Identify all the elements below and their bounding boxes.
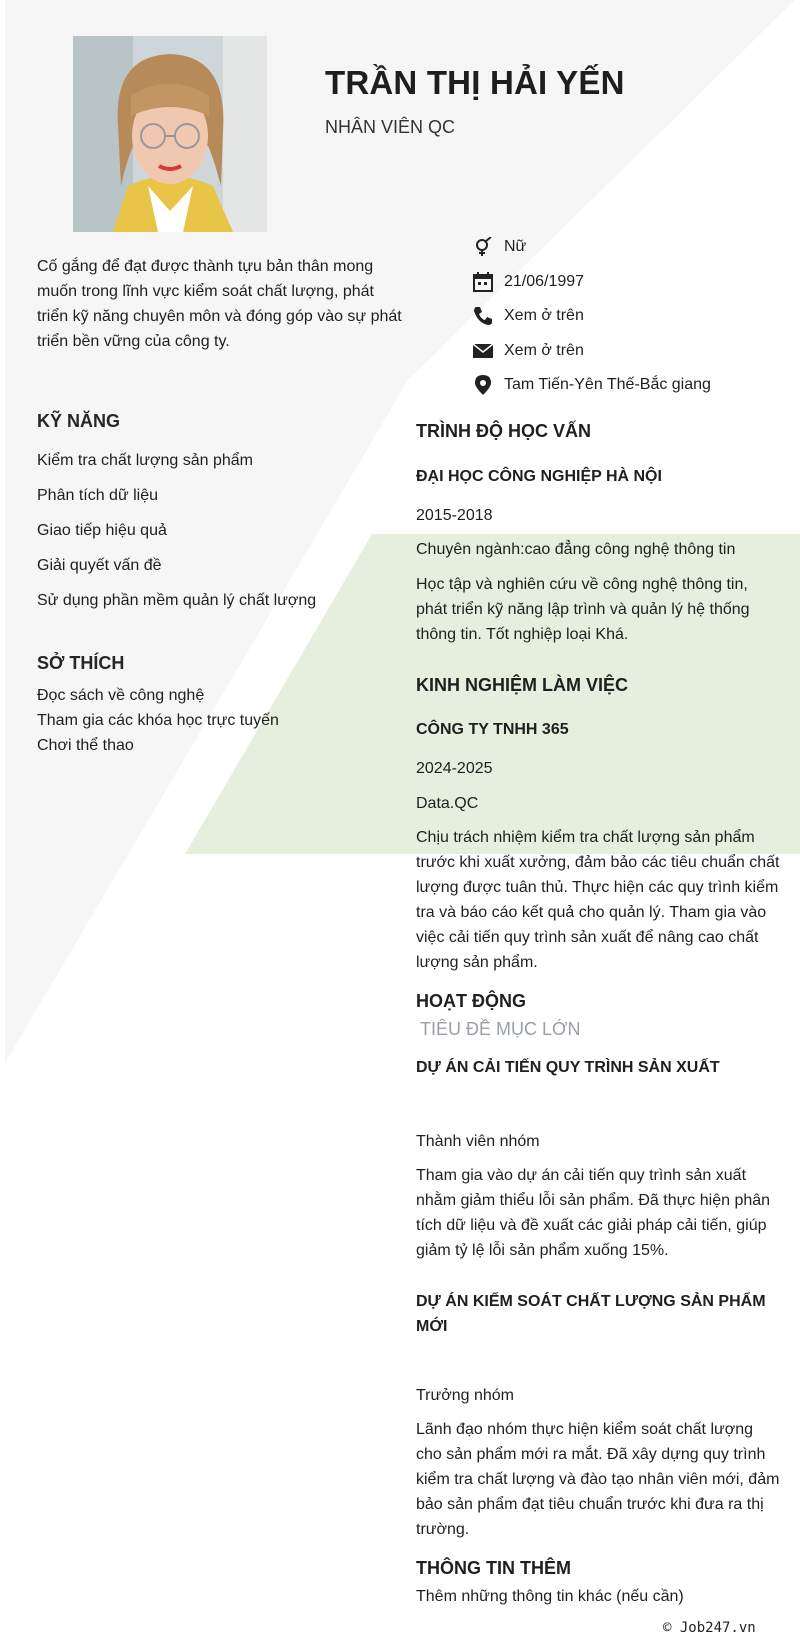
education-heading: TRÌNH ĐỘ HỌC VẤN	[416, 421, 591, 441]
gender-value: Nữ	[504, 238, 527, 256]
phone-value: Xem ở trên	[504, 307, 584, 325]
address-value: Tam Tiến-Yên Thế-Bắc giang	[504, 376, 711, 394]
experience-company: CÔNG TY TNHH 365	[416, 721, 569, 738]
activity-role: Thành viên nhóm	[416, 1133, 540, 1150]
activities-placeholder: TIÊU ĐỀ MỤC LỚN	[420, 1019, 581, 1039]
hobbies-list	[37, 687, 367, 762]
activity-description: Tham gia vào dự án cải tiến quy trình sản xuất nhằm giảm thiểu lỗi sản phẩm. Đã thực hiện phân tích dữ liệu và đề xuất các giải pháp cải tiến, giúp giảm tỷ lệ lỗi sản phẩm xuống 15%.	[416, 1167, 771, 1259]
skills-heading: KỸ NĂNG	[37, 411, 121, 431]
skill-item: Giải quyết vấn đề	[37, 557, 162, 574]
calendar-icon	[472, 271, 494, 293]
education-years: 2015-2018	[416, 507, 493, 524]
contact-phone	[472, 299, 792, 334]
profile-photo	[73, 36, 267, 232]
contact-gender	[472, 230, 792, 265]
hobby-item: Tham gia các khóa học trực tuyến	[37, 712, 279, 729]
activities-heading: HOẠT ĐỘNG	[416, 991, 526, 1011]
footer-watermark: © Job247.vn	[663, 1620, 756, 1636]
additional-heading: THÔNG TIN THÊM	[416, 1558, 571, 1578]
contact-dob	[472, 265, 792, 300]
gender-icon	[472, 236, 494, 258]
education-school: ĐẠI HỌC CÔNG NGHIỆP HÀ NỘI	[416, 468, 662, 485]
phone-icon	[472, 305, 494, 327]
contact-email	[472, 334, 792, 369]
activity-description: Lãnh đạo nhóm thực hiện kiểm soát chất lượng cho sản phẩm mới ra mắt. Đã xây dựng quy trình kiểm tra chất lượng và đào tạo nhân viên mới, đảm bảo sản phẩm đạt tiêu chuẩn trước khi đưa ra thị trường.	[416, 1421, 780, 1538]
hobby-item: Chơi thể thao	[37, 737, 134, 754]
experience-years: 2024-2025	[416, 760, 493, 777]
email-value: Xem ở trên	[504, 341, 584, 359]
hobbies-heading: SỞ THÍCH	[37, 653, 125, 673]
skills-list	[37, 452, 367, 627]
additional-text: Thêm những thông tin khác (nếu cần)	[416, 1588, 684, 1605]
candidate-name: TRẦN THỊ HẢI YẾN	[325, 64, 625, 101]
skill-item: Giao tiếp hiệu quả	[37, 522, 167, 539]
hobby-item: Đọc sách về công nghệ	[37, 687, 205, 704]
career-objective: Cố gắng để đạt được thành tựu bản thân mong muốn trong lĩnh vực kiểm soát chất lượng, phát triển kỹ năng chuyên môn và đóng góp vào sự phát triển bền vững của công ty.	[37, 258, 402, 350]
activity-title: DỰ ÁN KIỂM SOÁT CHẤT LƯỢNG SẢN PHẨM MỚI	[416, 1293, 766, 1335]
education-description: Học tập và nghiên cứu về công nghệ thông tin, phát triển kỹ năng lập trình và quản lý hệ thống thông tin. Tốt nghiệp loại Khá.	[416, 576, 750, 643]
experience-description: Chịu trách nhiệm kiểm tra chất lượng sản phẩm trước khi xuất xưởng, đảm bảo các tiêu chuẩn chất lượng được tuân thủ. Thực hiện các quy trình kiểm tra và báo cáo kết quả cho quản lý. Tham gia vào việc cải tiến quy trình sản xuất để nâng cao chất lượng sản phẩm.	[416, 829, 780, 971]
location-pin-icon	[472, 374, 494, 396]
skill-item: Phân tích dữ liệu	[37, 487, 159, 504]
experience-heading: KINH NGHIỆM LÀM VIỆC	[416, 675, 629, 695]
envelope-icon	[472, 340, 494, 362]
job-title: NHÂN VIÊN QC	[325, 117, 456, 137]
experience-position: Data.QC	[416, 795, 479, 812]
contact-address	[472, 368, 792, 403]
activity-title: DỰ ÁN CẢI TIẾN QUY TRÌNH SẢN XUẤT	[416, 1059, 720, 1076]
skill-item: Sử dụng phần mềm quản lý chất lượng	[37, 592, 317, 609]
education-major: Chuyên ngành:cao đẳng công nghệ thông tin	[416, 541, 736, 558]
skill-item: Kiểm tra chất lượng sản phẩm	[37, 452, 253, 469]
contact-info	[472, 230, 792, 403]
dob-value: 21/06/1997	[504, 272, 585, 290]
activity-role: Trưởng nhóm	[416, 1387, 514, 1404]
